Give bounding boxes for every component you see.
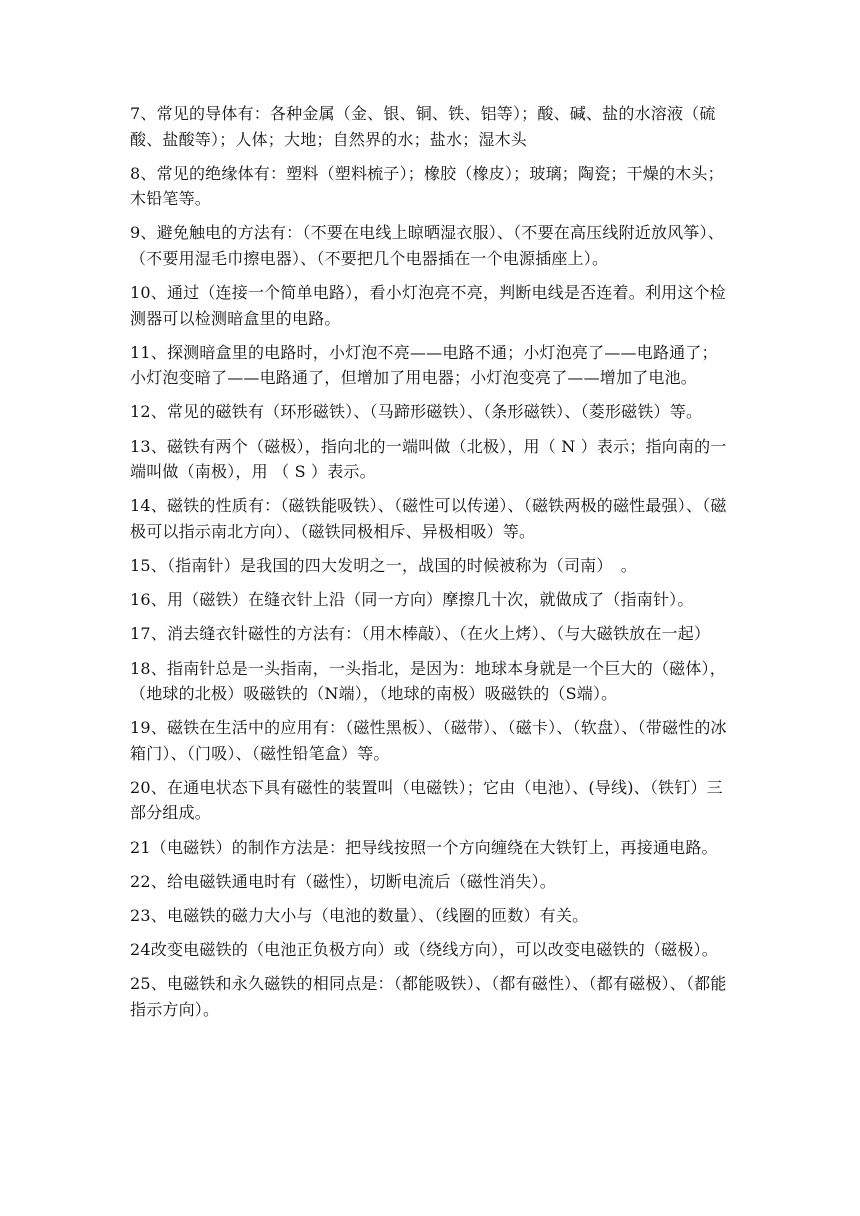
item-18: 18、指南针总是一头指南，一头指北，是因为：地球本身就是一个巨大的（磁体），（地球的北极）吸磁铁的（N端），（地球的南极）吸磁铁的（S端）。	[130, 658, 726, 704]
item-10: 10、通过（连接一个简单电路），看小灯泡亮不亮，判断电线是否连着。利用这个检测器可以检测暗盒里的电路。	[130, 283, 726, 328]
item-25: 25、电磁铁和永久磁铁的相同点是：（都能吸铁）、（都有磁性）、（都有磁极）、（都能指示方向）。	[130, 974, 727, 1019]
item-17: 17、消去缝衣针磁性的方法有：（用木棒敲）、（在火上烤）、（与大磁铁放在一起）	[130, 624, 711, 644]
item-16: 16、用（磁铁）在缝衣针上沿（同一方向）摩擦几十次，就做成了（指南针）。	[130, 590, 694, 610]
item-15: 15、（指南针）是我国的四大发明之一，战国的时候被称为（司南） 。	[130, 556, 637, 575]
item-21: 21（电磁铁）的制作方法是：把导线按照一个方向缠绕在大铁钉上，再接通电路。	[130, 837, 718, 857]
item-11: 11、探测暗盒里的电路时，小灯泡不亮——电路不通；小灯泡亮了——电路通了；小灯泡变暗了——电路通了，但增加了用电器；小灯泡变亮了——增加了电池。	[130, 342, 718, 388]
item-20: 20、在通电状态下具有磁性的装置叫（电磁铁）；它由（电池）、(导线)、（铁钉）三部分组成。	[130, 777, 723, 823]
item-14: 14、磁铁的性质有：（磁铁能吸铁）、（磁性可以传递）、（磁铁两极的磁性最强）、（磁极可以指示南北方向）、（磁铁同极相斥、异极相吸）等。	[130, 496, 727, 541]
document-page	[130, 101, 732, 1031]
item-23: 23、电磁铁的磁力大小与（电池的数量）、（线圈的匝数）有关。	[130, 906, 589, 925]
item-19: 19、磁铁在生活中的应用有：（磁性黑板）、（磁带）、（磁卡）、（软盘）、（带磁性的冰箱门）、（门吸）、（磁性铅笔盒）等。	[130, 718, 727, 763]
item-22: 22、给电磁铁通电时有（磁性），切断电流后（磁性消失）。	[130, 871, 556, 891]
item-13: 13、磁铁有两个（磁极），指向北的一端叫做（北极），用（ N ）表示；指向南的一端叫做（南极），用 （ S ）表示。	[130, 436, 727, 482]
item-7: 7、常见的导体有：各种金属（金、银、铜、铁、铝等）；酸、碱、盐的水溶液（硫酸、盐酸等）；人体；大地；自然界的水；盐水；湿木头	[130, 104, 716, 149]
item-12: 12、常见的磁铁有（环形磁铁）、（马蹄形磁铁）、（条形磁铁）、（菱形磁铁）等。	[130, 402, 703, 422]
item-9: 9、避免触电的方法有：（不要在电线上晾晒湿衣服）、（不要在高压线附近放风筝）、（不要用湿毛巾擦电器）、（不要把几个电器插在一个电源插座上）。	[130, 223, 724, 268]
item-8: 8、常见的绝缘体有：塑料（塑料梳子）；橡胶（橡皮）；玻璃；陶瓷；干燥的木头；木铅笔等。	[130, 163, 724, 209]
item-24: 24改变电磁铁的（电池正负极方向）或（绕线方向），可以改变电磁铁的（磁极）。	[130, 940, 718, 960]
